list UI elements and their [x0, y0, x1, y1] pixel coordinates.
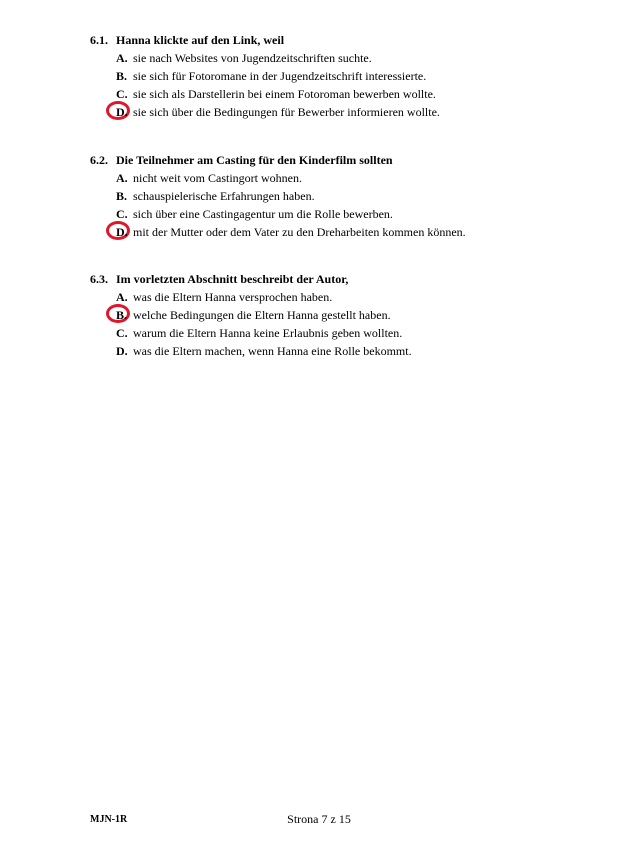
option-letter: B. — [116, 189, 128, 203]
option-text: warum die Eltern Hanna keine Erlaubnis geben wollten. — [133, 326, 403, 340]
answer-option-b[interactable] — [90, 67, 610, 85]
answer-option-d[interactable] — [90, 342, 610, 360]
option-letter: C. — [116, 207, 128, 221]
question-6-1 — [90, 31, 610, 121]
option-text: sie sich als Darstellerin bei einem Fotoroman bewerben wollte. — [133, 87, 436, 101]
question-header — [90, 151, 610, 169]
question-header — [90, 270, 610, 288]
question-6-2 — [90, 151, 610, 241]
question-6-3 — [90, 270, 610, 360]
option-letter: B. — [116, 308, 128, 322]
option-text: nicht weit vom Castingort wohnen. — [133, 171, 302, 185]
question-number: 6.1. — [90, 33, 108, 47]
answer-option-c[interactable] — [90, 205, 610, 223]
answer-option-b[interactable] — [90, 187, 610, 205]
exam-code: MJN-1R — [90, 814, 128, 825]
option-letter: C. — [116, 326, 128, 340]
option-text: welche Bedingungen die Eltern Hanna gestellt haben. — [133, 308, 391, 322]
option-text: sich über eine Castingagentur um die Rolle bewerben. — [133, 207, 393, 221]
option-text: schauspielerische Erfahrungen haben. — [133, 189, 315, 203]
answer-option-b[interactable] — [90, 306, 610, 324]
option-text: sie sich für Fotoromane in der Jugendzeitschrift interessierte. — [133, 69, 427, 83]
question-stem: Im vorletzten Abschnitt beschreibt der Autor, — [116, 272, 349, 286]
question-number: 6.2. — [90, 153, 108, 167]
option-text: was die Eltern machen, wenn Hanna eine Rolle bekommt. — [133, 344, 412, 358]
answer-option-a[interactable] — [90, 49, 610, 67]
option-letter: A. — [116, 51, 128, 65]
answer-option-c[interactable] — [90, 85, 610, 103]
page-number: Strona 7 z 15 — [287, 812, 351, 826]
option-text: mit der Mutter oder dem Vater zu den Dreharbeiten kommen können. — [133, 225, 466, 239]
question-number: 6.3. — [90, 272, 108, 286]
option-letter: D. — [116, 344, 128, 358]
answer-option-a[interactable] — [90, 169, 610, 187]
option-letter: D. — [116, 105, 128, 119]
answer-option-a[interactable] — [90, 288, 610, 306]
option-letter: C. — [116, 87, 128, 101]
option-text: was die Eltern Hanna versprochen haben. — [133, 290, 333, 304]
answer-option-c[interactable] — [90, 324, 610, 342]
option-letter: A. — [116, 290, 128, 304]
option-letter: B. — [116, 69, 128, 83]
question-stem: Hanna klickte auf den Link, weil — [116, 33, 285, 47]
answer-option-d[interactable] — [90, 103, 610, 121]
question-stem: Die Teilnehmer am Casting für den Kinderfilm sollten — [116, 153, 393, 167]
question-header — [90, 31, 610, 49]
option-letter: D. — [116, 225, 128, 239]
option-text: sie nach Websites von Jugendzeitschriften suchte. — [133, 51, 372, 65]
option-letter: A. — [116, 171, 128, 185]
answer-option-d[interactable] — [90, 223, 610, 241]
option-text: sie sich über die Bedingungen für Bewerber informieren wollte. — [133, 105, 440, 119]
